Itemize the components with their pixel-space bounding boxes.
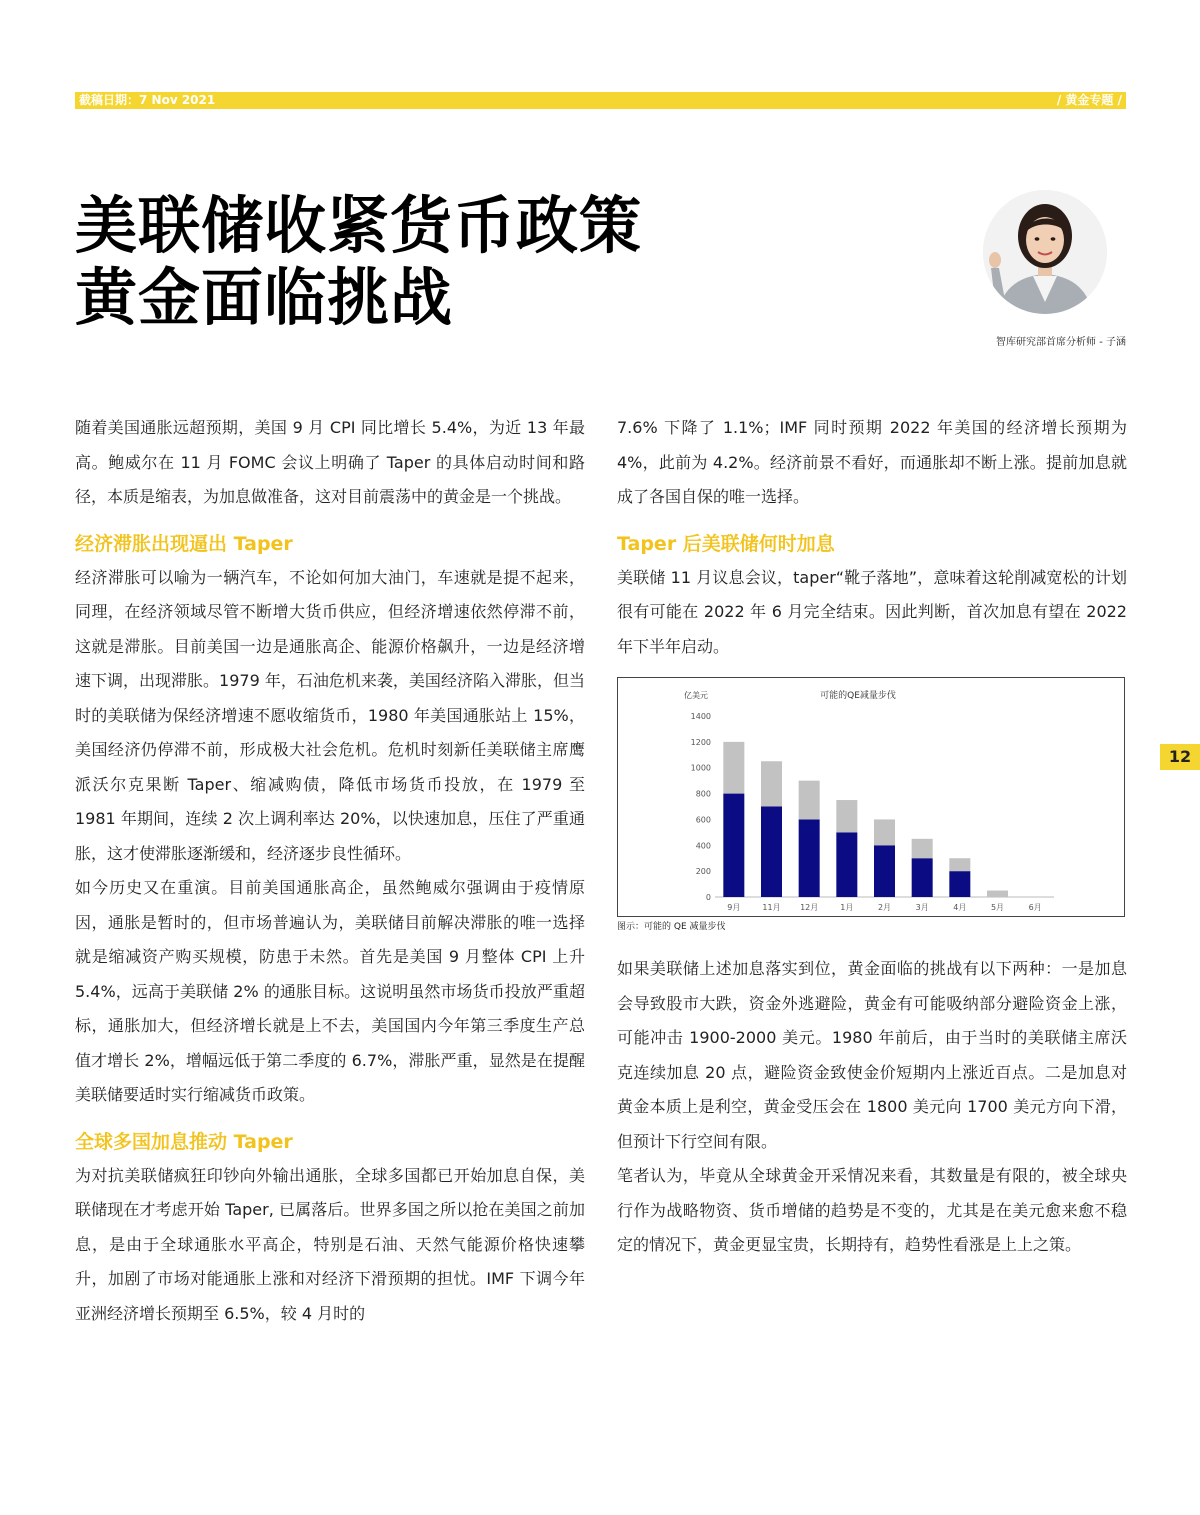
qe-chart — [617, 677, 1125, 917]
y-tick-label: 400 — [695, 841, 711, 851]
section-heading: Taper 后美联储何时加息 — [617, 532, 835, 555]
left-column — [75, 411, 585, 1331]
bar-segment-gray — [836, 800, 857, 832]
bar-segment-dark — [949, 871, 970, 897]
x-tick-label: 6月 — [1028, 903, 1042, 912]
qe-chart-svg — [618, 678, 1124, 916]
bar-segment-gray — [874, 819, 895, 845]
y-tick-label: 0 — [705, 893, 711, 902]
x-tick-label: 1月 — [840, 903, 854, 912]
bar-segment-dark — [799, 819, 820, 897]
y-tick-label: 600 — [695, 815, 711, 825]
bar-segment-dark — [836, 832, 857, 897]
bar-segment-gray — [912, 839, 933, 858]
chart-title: 可能的QE减量步伐 — [820, 691, 896, 701]
author-caption: 智库研究部首席分析师 - 子涵 — [996, 337, 1126, 348]
page-number: 12 — [1160, 744, 1200, 770]
paragraph: 7.6% 下降了 1.1%；IMF 同时预期 2022 年美国的经济增长预期为 4%，此前为 4.2%。经济前景不看好，而通胀却不断上涨。提前加息就成了各国自保的唯一选择。 — [617, 418, 1127, 506]
article-title — [75, 190, 642, 334]
x-tick-label: 11月 — [762, 903, 781, 912]
x-tick-label: 3月 — [915, 903, 929, 912]
bar-segment-dark — [912, 858, 933, 897]
y-tick-label: 800 — [695, 789, 711, 799]
chart-y-label: 亿美元 — [684, 691, 708, 700]
y-tick-label: 1400 — [690, 712, 711, 721]
paragraph: 经济滞胀可以喻为一辆汽车，不论如何加大油门，车速就是提不起来，同理，在经济领域尽管不断增大货币供应，但经济增速依然停滞不前，这就是滞胀。目前美国一边是通胀高企、能源价格飙升，一边是经济增速下调，出现滞胀。1979 年，石油危机来袭，美国经济陷入滞胀，但当时的美联储为保经济增速不愿收缩货币，1980 年美国通胀站上 15%，美国经济仍停滞不前，形成极大社会危机。危机时刻新任美联储主席鹰派沃尔克果断 Taper、缩减购债，降低市场货币投放，在 1979 至 1981 年期间，连续 2 次上调利率达 20%，以快速加息，压住了严重通胀，这才使滞胀逐渐缓和，经济逐步良性循环。 — [75, 567, 585, 863]
bar-segment-gray — [723, 742, 744, 794]
title-line-2: 黄金面临挑战 — [75, 261, 454, 334]
y-tick-label: 200 — [695, 867, 711, 877]
x-tick-label: 2月 — [877, 903, 892, 912]
paragraph: 为对抗美联储疯狂印钞向外输出通胀，全球多国都已开始加息自保，美联储现在才考虑开始 Taper, 已属落后。世界多国之所以抢在美国之前加息，是由于全球通胀水平高企，特别是石油、天然气能源价格快速攀升，加剧了市场对能通胀上涨和对经济下滑预期的担忧。IMF 下调今年亚洲经济增长预期至 6.5%，较 4 月时的 — [75, 1165, 585, 1323]
section-heading: 经济滞胀出现逼出 Taper — [75, 532, 293, 555]
paragraph: 如果美联储上述加息落实到位，黄金面临的挑战有以下两种：一是加息会导致股市大跌，资金外逃避险，黄金有可能吸纳部分避险资金上涨，可能冲击 1900-2000 美元。1980 年前后，由于当时的美联储主席沃克连续加息 20 点，避险资金致使金价短期内上涨近百点。二是加息对黄金本质上是利空，黄金受压会在 1800 美元向 1700 美元方向下滑，但预计下行空间有限。 — [617, 959, 1127, 1151]
paragraph: 随着美国通胀远超预期，美国 9 月 CPI 同比增长 5.4%，为近 13 年最高。鲍威尔在 11 月 FOMC 会议上明确了 Taper 的具体启动时间和路径，本质是缩表，为加息做准备，这对目前震荡中的黄金是一个挑战。 — [75, 418, 585, 506]
bar-segment-gray — [799, 781, 820, 820]
section-label: / 黄金专题 / — [1056, 93, 1122, 107]
x-tick-label: 4月 — [953, 903, 967, 912]
title-line-1: 美联储收紧货币政策 — [75, 189, 643, 262]
x-tick-label: 5月 — [990, 903, 1005, 912]
x-tick-label: 12月 — [800, 903, 819, 912]
paragraph: 笔者认为，毕竟从全球黄金开采情况来看，其数量是有限的，被全球央行作为战略物资、货币增储的趋势是不变的，尤其是在美元愈来愈不稳定的情况下，黄金更显宝贵，长期持有，趋势性看涨是上上之策。 — [617, 1166, 1127, 1254]
right-column — [617, 411, 1127, 1263]
bar-segment-gray — [949, 858, 970, 871]
y-tick-label: 1000 — [690, 763, 711, 773]
bar-segment-dark — [761, 807, 782, 898]
y-tick-label: 1200 — [690, 737, 711, 747]
header-bar — [75, 92, 1126, 109]
bar-segment-gray — [987, 891, 1008, 897]
bar-segment-dark — [723, 794, 744, 897]
author-photo — [983, 190, 1107, 314]
paragraph: 美联储 11 月议息会议，taper“靴子落地”，意味着这轮削减宽松的计划很有可能在 2022 年 6 月完全结束。因此判断，首次加息有望在 2022 年下半年启动。 — [617, 567, 1127, 656]
bar-segment-dark — [874, 845, 895, 897]
chart-caption: 图示：可能的 QE 减量步伐 — [617, 922, 726, 932]
section-heading: 全球多国加息推动 Taper — [75, 1130, 293, 1153]
issue-date: 截稿日期：7 Nov 2021 — [79, 93, 216, 107]
bar-segment-gray — [761, 761, 782, 806]
paragraph: 如今历史又在重演。目前美国通胀高企，虽然鲍威尔强调由于疫情原因，通胀是暂时的，但市场普遍认为，美联储目前解决滞胀的唯一选择就是缩减资产购买规模，防患于未然。首先是美国 9 月整体 CPI 上升 5.4%，远高于美联储 2% 的通胀目标。这说明虽然市场货币投放严重超标，通胀加大，但经济增长就是上不去，美国国内今年第三季度生产总值才增长 2%，增幅远低于第二季度的 6.7%，滞胀严重，显然是在提醒美联储要适时实行缩减货币政策。 — [75, 878, 585, 1104]
x-tick-label: 9月 — [727, 903, 741, 912]
author-portrait-icon — [983, 190, 1107, 314]
